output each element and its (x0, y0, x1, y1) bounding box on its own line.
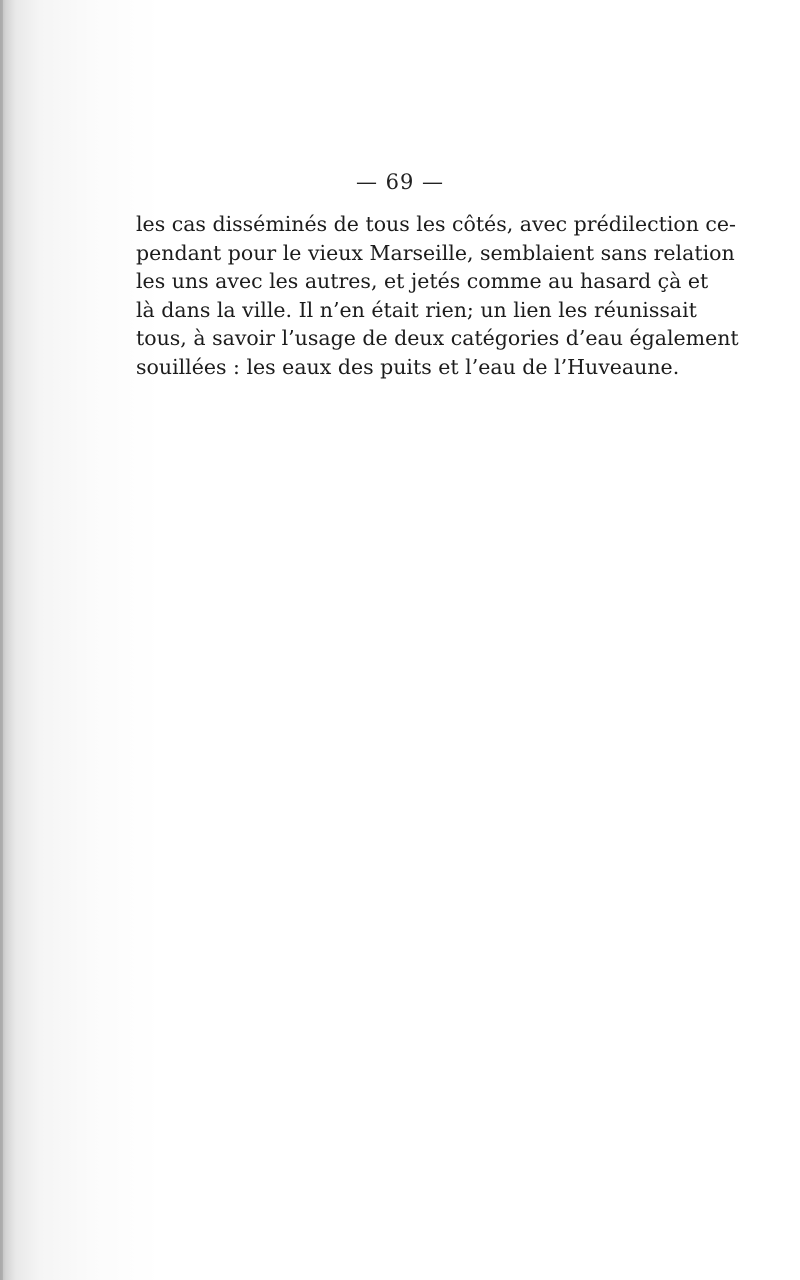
text-line: souillées : les eaux des puits et l’eau de l’Huveaune. (136, 354, 680, 379)
text-line: les uns avec les autres, et jetés comme au hasard çà et (136, 269, 709, 294)
text-line: là dans la ville. Il n’en était rien; un lien les réunissait (136, 297, 697, 322)
text-line: les cas disséminés de tous les côtés, avec prédilection ce- (136, 212, 736, 236)
body-paragraph (136, 210, 739, 382)
text-line: pendant pour le vieux Marseille, semblaient sans relation (136, 240, 735, 265)
text-line: tous, à savoir l’usage de deux catégories d’eau également (136, 326, 739, 351)
page-number: — 69 — (355, 170, 445, 194)
